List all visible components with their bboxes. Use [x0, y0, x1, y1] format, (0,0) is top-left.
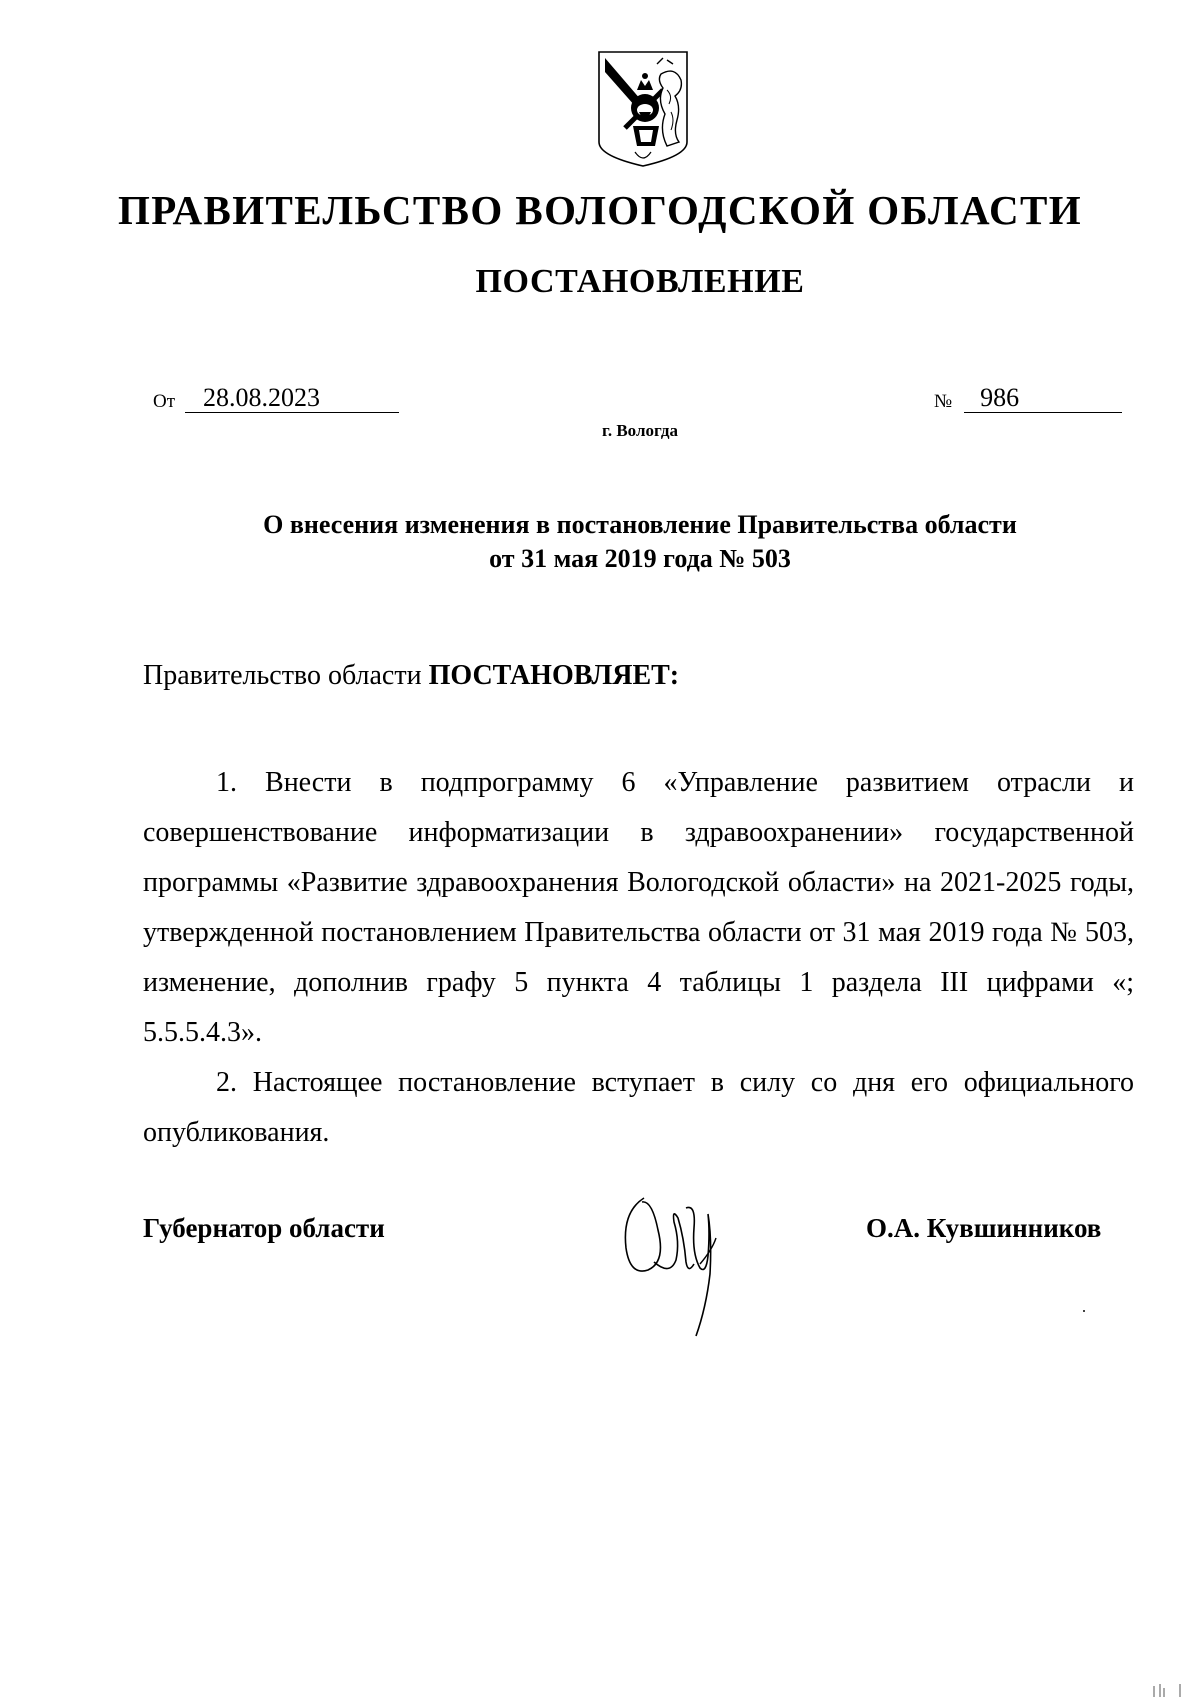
document-number: 986 — [964, 383, 1122, 413]
paragraph: 2. Настоящее постановление вступает в силу со дня его официального опубликования. — [143, 1067, 1134, 1148]
subject-line: О внесения изменения в постановление Правительства области — [263, 510, 1017, 539]
document-body — [143, 758, 1134, 1158]
scan-marks — [1152, 1680, 1192, 1697]
document-date-row — [153, 383, 399, 413]
signatory-name: О.А. Кувшинников — [866, 1213, 1102, 1243]
paragraph: 1. Внести в подпрограмму 6 «Управление развитием отрасли и совершенствование информатизации в здравоохранении» государственной программы «Развитие здравоохранения Вологодской области» на 2021-2025 годы, утвержденной постановлением Правительства области от 31 мая 2019 года № 503, изменение, дополнив графу 5 пункта 4 таблицы 1 раздела III цифрами «; 5.5.5.4.3». — [143, 767, 1134, 1048]
signatory-position: Губернатор области — [143, 1213, 385, 1243]
city: г. Вологда — [602, 421, 678, 440]
document-date: 28.08.2023 — [185, 383, 399, 413]
subject-line: от 31 мая 2019 года № 503 — [489, 544, 791, 573]
intro-prefix: Правительство области — [143, 660, 429, 691]
coat-of-arms-icon — [597, 50, 689, 168]
scan-speck — [1083, 1310, 1085, 1312]
document-subject — [160, 508, 1120, 576]
document-type: ПОСТАНОВЛЕНИЕ — [475, 263, 805, 300]
government-title: ПРАВИТЕЛЬСТВО ВОЛОГОДСКОЙ ОБЛАСТИ — [117, 187, 1082, 233]
number-label: № — [934, 391, 953, 412]
decision-word: ПОСТАНОВЛЯЕТ: — [428, 660, 680, 691]
intro-line — [143, 660, 679, 692]
date-label: От — [153, 391, 176, 412]
handwritten-signature — [614, 1178, 742, 1338]
document-number-row — [934, 383, 1122, 413]
